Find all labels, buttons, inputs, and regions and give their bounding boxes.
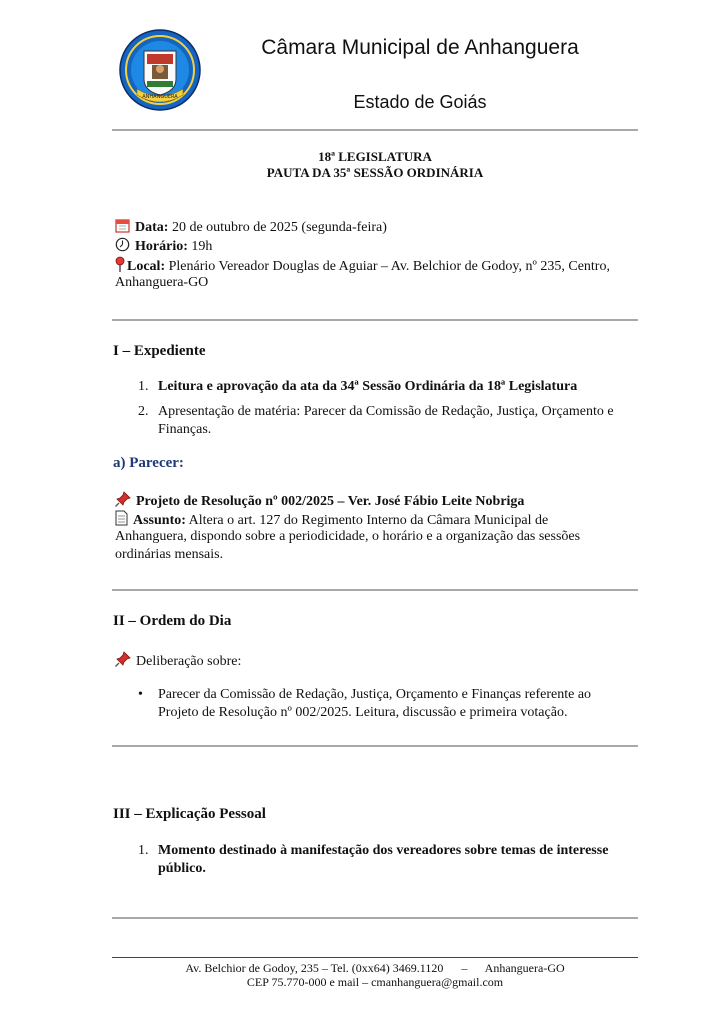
calendar-icon — [115, 218, 130, 239]
date-value: 20 de outubro de 2025 (segunda-feira) — [171, 220, 387, 235]
agenda-title: PAUTA DA 35ª SESSÃO ORDINÁRIA — [266, 165, 484, 180]
header-subtitle: Estado de Goiás — [353, 92, 487, 112]
place-value-line1: Plenário Vereador Douglas de Aguiar – Av. Belchior de Godoy, nº 235, Centro, — [168, 259, 610, 274]
divider-3 — [112, 745, 638, 747]
deliberation-text: Deliberação sobre: — [136, 654, 242, 669]
bullet-icon: • — [138, 687, 143, 702]
footer-address: Av. Belchior de Godoy, 235 – Tel. (0xx64) 3469.1120 – Anhanguera-GO — [185, 961, 565, 975]
deliberation-line — [115, 651, 645, 673]
subject-text-line3: ordinárias mensais. — [115, 547, 224, 562]
seal-text: ANHANGUERA — [142, 94, 178, 100]
parecer-subheading: a) Parecer: — [113, 455, 184, 471]
list-item-text: Leitura e aprovação da ata da 34ª Sessão Ordinária da 18ª Legislatura — [158, 379, 578, 394]
project-title: Projeto de Resolução nº 002/2025 – Ver. José Fábio Leite Nobriga — [136, 494, 525, 509]
legislature-title: 18ª LEGISLATURA — [318, 149, 432, 164]
list-number: 2. — [138, 404, 149, 419]
list-item-text: Apresentação de matéria: Parecer da Comissão de Redação, Justiça, Orçamento e — [158, 404, 614, 419]
footer-contact: CEP 75.770-000 e mail – cmanhanguera@gmail.com — [246, 975, 504, 989]
list-number: 1. — [138, 379, 149, 394]
place-label: Local: — [127, 259, 166, 274]
list-item-text: Momento destinado à manifestação dos vereadores sobre temas de interesse — [158, 843, 609, 858]
section-ordem-do-dia-heading: II – Ordem do Dia — [113, 613, 232, 629]
divider-2 — [112, 589, 638, 591]
clock-icon — [115, 237, 130, 258]
time-line — [115, 237, 645, 258]
divider-4 — [112, 917, 638, 919]
place-value-line2: Anhanguera-GO — [115, 275, 209, 290]
municipal-seal — [119, 29, 201, 111]
section-explicacao-pessoal-heading: III – Explicação Pessoal — [113, 806, 266, 822]
divider-1 — [112, 319, 638, 321]
bullet-text-line2: Projeto de Resolução nº 002/2025. Leitura, discussão e primeira votação. — [158, 705, 568, 720]
footer-divider — [112, 957, 638, 958]
date-line — [115, 218, 645, 239]
date-label: Data: — [135, 220, 169, 235]
subject-text-line2: Anhanguera, dispondo sobre a periodicidade, o horário e a organização das sessões — [115, 529, 581, 544]
list-number: 1. — [138, 843, 149, 858]
list-item-text: público. — [158, 861, 206, 876]
bullet-text-line1: Parecer da Comissão de Redação, Justiça, Orçamento e Finanças referente ao — [158, 687, 592, 702]
header-divider — [112, 129, 638, 131]
subject-text: Altera o art. 127 do Regimento Interno da Câmara Municipal de — [188, 513, 549, 528]
time-value: 19h — [191, 239, 213, 254]
time-label: Horário: — [135, 239, 188, 254]
section-expediente-heading: I – Expediente — [113, 343, 206, 359]
subject-label: Assunto: — [133, 513, 186, 528]
pushpin-icon — [115, 651, 131, 673]
header-title: Câmara Municipal de Anhanguera — [261, 36, 579, 59]
list-item-text: Finanças. — [158, 422, 212, 437]
